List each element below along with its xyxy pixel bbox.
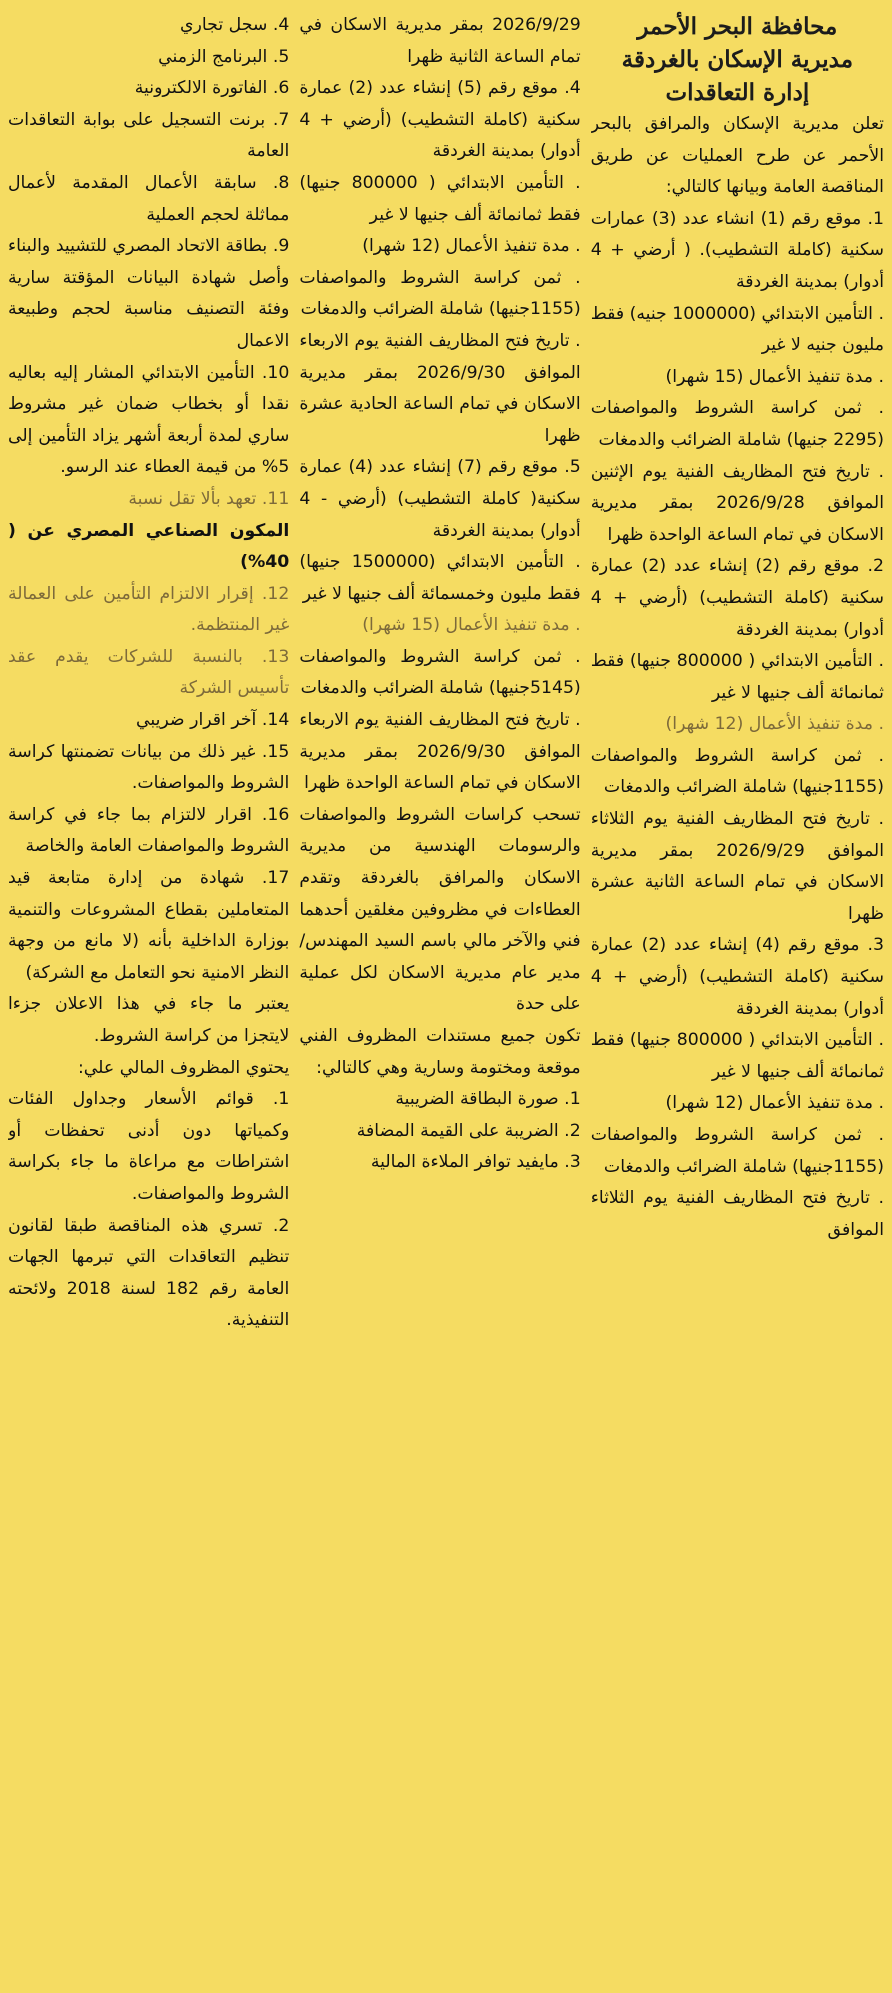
col3-lines xyxy=(8,10,289,1337)
text-line: يعتبر ما جاء في هذا الاعلان جزءا لايتجزا من كراسة الشروط. xyxy=(8,994,290,1046)
text-line: المكون الصناعي المصري عن ( 40%) xyxy=(8,520,290,573)
text-line: 15. غير ذلك من بيانات تضمنتها كراسة الشروط والمواصفات. xyxy=(8,741,290,794)
text-line: 4. سجل تجاري xyxy=(180,15,290,35)
text-line: يحتوي المظروف المالي علي: xyxy=(77,1057,290,1078)
text-line: 6. الفاتورة الالكترونية xyxy=(134,78,290,99)
column-middle xyxy=(299,10,580,1990)
heading-department: إدارة التعاقدات xyxy=(665,79,810,106)
text-line: . ثمن كراسة الشروط والمواصفات (2295 جنيها) شاملة الضرائب والدمغات xyxy=(590,398,884,450)
text-line: تسحب كراسات الشروط والمواصفات والرسومات الهندسية من مديرية الاسكان والمرافق بالغردقة وتقدم العطاءات في مظروفين مغلقين أحدهما فني والآخر مالي باسم السيد المهندس/ مدير عام مديرية الاسكان لكل عملية على حدة xyxy=(299,804,581,1015)
text-line: . مدة تنفيذ الأعمال (15 شهرا) xyxy=(665,366,884,387)
col2-lines xyxy=(299,10,580,1179)
text-line: . ثمن كراسة الشروط والمواصفات (1155جنيها) شاملة الضرائب والدمغات xyxy=(590,745,884,798)
text-line: . ثمن كراسة الشروط والمواصفات (5145جنيها) شاملة الضرائب والدمغات xyxy=(299,646,581,699)
text-line: . تاريخ فتح المظاريف الفنية يوم الثلاثاء الموافق 2026/9/29 بمقر مديرية الاسكان في تمام الساعة الثانية عشرة ظهرا xyxy=(590,809,884,924)
text-line: . تاريخ فتح المظاريف الفنية يوم الثلاثاء الموافق xyxy=(590,1188,884,1240)
text-line: . مدة تنفيذ الأعمال (15 شهرا) xyxy=(362,615,581,636)
text-line: . ثمن كراسة الشروط والمواصفات (1155جنيها) شاملة الضرائب والدمغات xyxy=(299,267,581,320)
text-line: 16. اقرار لالتزام بما جاء في كراسة الشروط والمواصفات العامة والخاصة xyxy=(8,804,290,857)
text-line: . التأمين الابتدائي (1500000 جنيها) فقط مليون وخمسمائة ألف جنيها لا غير xyxy=(299,552,581,604)
text-line: 3. مايفيد توافر الملاءة المالية xyxy=(370,1152,581,1173)
text-line: 1. موقع رقم (1) انشاء عدد (3) عمارات سكنية (كاملة التشطيب). ( أرضي + 4 أدوار) بمدينة الغردقة xyxy=(590,208,884,292)
column-left xyxy=(8,10,289,1990)
text-line: . التأمين الابتدائي ( 800000 جنيها) فقط ثمانمائة ألف جنيها لا غير xyxy=(590,651,884,703)
text-line: . تاريخ فتح المظاريف الفنية يوم الاربعاء الموافق 2026/9/30 بمقر مديرية الاسكان في تمام الساعة الواحدة ظهرا xyxy=(299,710,581,794)
text-line: تكون جميع مستندات المظروف الفني موقعة ومختومة وسارية وهي كالتالي: xyxy=(299,1026,581,1078)
text-line: . مدة تنفيذ الأعمال (12 شهرا) xyxy=(665,1093,884,1114)
text-line: 2. تسري هذه المناقصة طبقا لقانون تنظيم التعاقدات التي تبرمها الجهات العامة رقم 182 لسنة 2018 ولائحته التنفيذية. xyxy=(8,1215,290,1331)
text-line: . تاريخ فتح المظاريف الفنية يوم الاربعاء الموافق 2026/9/30 بمقر مديرية الاسكان في تمام الساعة الحادية عشرة ظهرا xyxy=(299,330,581,446)
text-line: 8. سابقة الأعمال المقدمة لأعمال مماثلة لحجم العملية xyxy=(8,172,290,225)
text-line: 2. الضريبة على القيمة المضافة xyxy=(356,1120,581,1141)
text-line: . تاريخ فتح المظاريف الفنية يوم الإثنين الموافق 2026/9/28 بمقر مديرية الاسكان في تمام الساعة الواحدة ظهرا xyxy=(590,461,884,545)
text-line: . مدة تنفيذ الأعمال (12 شهرا) xyxy=(362,236,581,257)
text-line: 5. البرنامج الزمني xyxy=(158,46,290,67)
text-line: 7. برنت التسجيل على بوابة التعاقدات العامة xyxy=(8,109,290,162)
text-line: 12. إقرار الالتزام التأمين على العمالة غير المنتظمة. xyxy=(8,583,290,636)
ad-heading xyxy=(591,10,884,109)
text-line: 1. قوائم الأسعار وجداول الفئات وكمياتها دون أدنى تحفظات أو اشتراطات مع مراعاة ما جاء بكراسة الشروط والمواصفات. xyxy=(8,1089,290,1204)
text-line: 4. موقع رقم (5) إنشاء عدد (2) عمارة سكنية (كاملة التشطيب) (أرضي + 4 أدوار) بمدينة الغردقة xyxy=(299,78,581,162)
text-line: 17. شهادة من إدارة متابعة قيد المتعاملين بقطاع المشروعات والتنمية بوزارة الداخلية بأنه (لا مانع من وجهة النظر الامنية نحو التعامل مع الشركة) xyxy=(8,868,290,983)
heading-directorate: مديرية الإسكان بالغردقة xyxy=(621,46,854,73)
text-line: 13. بالنسبة للشركات يقدم عقد تأسيس الشركة xyxy=(8,646,290,699)
heading-governorate: محافظة البحر الأحمر xyxy=(637,13,838,40)
text-line: 2026/9/29 بمقر مديرية الاسكان في تمام الساعة الثانية ظهرا xyxy=(299,15,581,67)
text-line: 11. تعهد بألا تقل نسبة xyxy=(128,488,290,509)
text-line: 10. التأمين الابتدائي المشار إليه بعاليه نقدا أو بخطاب ضمان غير مشروط ساري لمدة أربعة أشهر يزاد التأمين إلى 5% من قيمة العطاء عند الرسو. xyxy=(8,362,290,478)
text-line: 1. صورة البطاقة الضريبية xyxy=(395,1089,581,1110)
text-line: . التأمين الابتدائي (1000000 جنيه) فقط مليون جنيه لا غير xyxy=(590,303,884,356)
text-line: 9. بطاقة الاتحاد المصري للتشييد والبناء وأصل شهادة البيانات المؤقتة سارية وفئة التصنيف مناسبة لحجم وطبيعة الاعمال xyxy=(8,236,290,351)
col1-lines xyxy=(591,204,884,1247)
column-right xyxy=(591,10,884,1990)
text-line: 14. آخر اقرار ضريبي xyxy=(135,710,290,731)
text-line: . مدة تنفيذ الأعمال (12 شهرا) xyxy=(665,714,884,735)
text-line: . ثمن كراسة الشروط والمواصفات (1155جنيها) شاملة الضرائب والدمغات xyxy=(590,1125,884,1177)
text-line: 2. موقع رقم (2) إنشاء عدد (2) عمارة سكنية (كاملة التشطيب) (أرضي + 4 أدوار) بمدينة الغردقة xyxy=(590,556,884,640)
ad-intro: تعلن مديرية الإسكان والمرافق بالبحر الأحمر عن طرح العمليات عن طريق المناقصة العامة وبيانها كالتالي: xyxy=(590,114,884,198)
text-line: . التأمين الابتدائي ( 800000 جنيها) فقط ثمانمائة ألف جنيها لا غير xyxy=(590,1030,884,1082)
text-line: 5. موقع رقم (7) إنشاء عدد (4) عمارة سكنية( كاملة التشطيب) (أرضي - 4 أدوار) بمدينة الغردقة xyxy=(299,457,581,541)
text-line: 3. موقع رقم (4) إنشاء عدد (2) عمارة سكنية (كاملة التشطيب) (أرضي + 4 أدوار) بمدينة الغردقة xyxy=(590,935,884,1019)
text-line: . التأمين الابتدائي ( 800000 جنيها) فقط ثمانمائة ألف جنيها لا غير xyxy=(299,172,581,225)
